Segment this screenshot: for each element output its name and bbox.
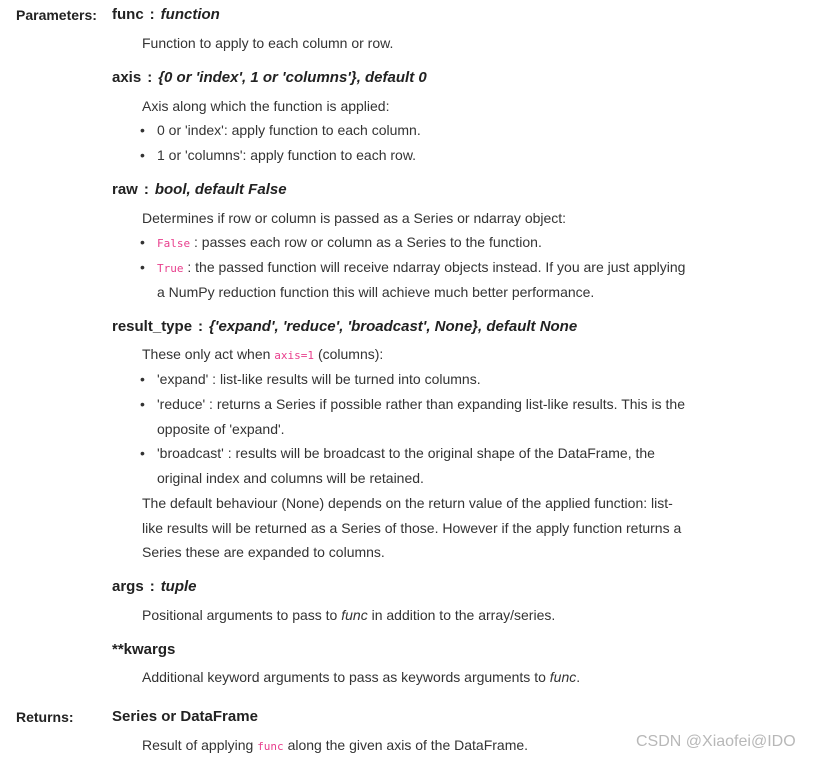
param-name: axis <box>112 69 142 86</box>
param-type: tuple <box>160 578 197 595</box>
emphasis: func <box>341 607 368 623</box>
paragraph-line: Series these are expanded to columns. <box>142 544 385 560</box>
param-kwargs-header <box>112 641 175 658</box>
param-name: args <box>112 578 144 595</box>
param-axis-desc: Axis along which the function is applied: <box>142 98 390 114</box>
param-func-header <box>112 6 220 23</box>
param-sep: : <box>143 181 149 198</box>
list-item-continuation: original index and columns will be retained. <box>157 470 424 486</box>
inline-code: axis=1 <box>274 349 315 362</box>
param-result-type-intro: These only act when axis=1 (columns): <box>142 346 384 362</box>
watermark: CSDN @Xiaofei@IDO <box>636 733 796 750</box>
param-type: function <box>160 6 220 23</box>
param-kwargs-desc: Additional keyword arguments to pass as keywords arguments to func. <box>142 669 581 685</box>
param-name: result_type <box>112 318 193 335</box>
param-raw-desc: Determines if row or column is passed as a Series or ndarray object: <box>142 210 567 226</box>
param-func-desc: Function to apply to each column or row. <box>142 35 394 51</box>
param-args-desc: Positional arguments to pass to func in addition to the array/series. <box>142 607 556 623</box>
param-axis-header <box>112 69 427 86</box>
parameters-label: Parameters: <box>16 7 97 23</box>
inline-code: False <box>157 237 191 250</box>
param-name: raw <box>112 181 138 198</box>
inline-code: func <box>257 740 284 753</box>
emphasis: func <box>549 669 577 685</box>
param-sep: : <box>198 318 204 335</box>
list-item-continuation: opposite of 'expand'. <box>157 421 285 437</box>
returns-desc: Result of applying func along the given axis of the DataFrame. <box>142 737 529 753</box>
returns-label: Returns: <box>16 709 74 725</box>
paragraph-line: like results will be returned as a Series of those. However if the apply function returns a <box>142 520 682 536</box>
param-args-header <box>112 578 197 595</box>
param-sep: : <box>149 578 155 595</box>
param-type: {'expand', 'reduce', 'broadcast', None}, default None <box>209 318 578 335</box>
param-result-type-header <box>112 318 577 335</box>
list-item-continuation: a NumPy reduction function this will achieve much better performance. <box>157 284 595 300</box>
param-name: **kwargs <box>112 641 176 658</box>
inline-code: True <box>157 262 184 275</box>
param-type: bool, default False <box>154 181 287 198</box>
param-type: {0 or 'index', 1 or 'columns'}, default 0 <box>158 69 427 86</box>
param-raw-header <box>112 181 287 198</box>
param-sep: : <box>149 6 155 23</box>
paragraph-line: The default behaviour (None) depends on the return value of the applied function: list- <box>142 495 673 511</box>
param-name: func <box>112 6 144 23</box>
returns-type: Series or DataFrame <box>112 708 258 725</box>
param-sep: : <box>147 69 153 86</box>
